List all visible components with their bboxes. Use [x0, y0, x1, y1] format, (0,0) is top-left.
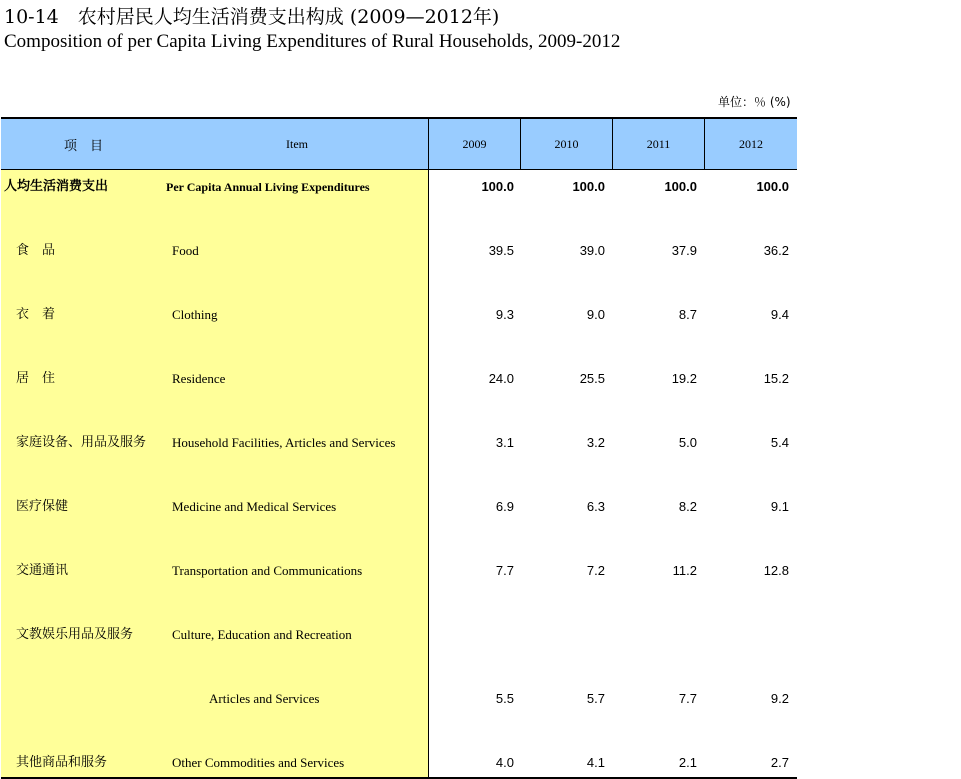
value-2010: 6.3 — [586, 499, 605, 514]
value-2011: 8.2 — [678, 499, 697, 514]
value-2012: 2.7 — [770, 755, 789, 770]
value-2010: 25.5 — [579, 371, 605, 386]
value-2012: 36.2 — [763, 243, 789, 258]
row-label-chinese: 交通通讯 — [16, 563, 69, 578]
row-label-chinese: 其他商品和服务 — [16, 755, 108, 770]
table-title-english: Composition of per Capita Living Expenditures of Rural Households, 2009-2012 — [4, 31, 621, 52]
value-2009: 7.7 — [495, 563, 514, 578]
row-label-chinese: 医疗保健 — [16, 499, 69, 514]
value-2011: 100.0 — [664, 179, 697, 194]
row-label-chinese: 家庭设备、用品及服务 — [16, 435, 147, 450]
row-label-english: Articles and Services — [209, 691, 320, 706]
value-2011: 19.2 — [671, 371, 697, 386]
header-year-2011: 2011 — [646, 136, 671, 151]
value-2012: 9.4 — [770, 307, 789, 322]
row-label-english: Per Capita Annual Living Expenditures — [166, 180, 370, 194]
row-label-chinese: 文教娱乐用品及服务 — [16, 627, 134, 642]
value-2012: 5.4 — [770, 435, 789, 450]
row-label-english: Other Commodities and Services — [172, 755, 345, 770]
row-label-english: Residence — [172, 371, 226, 386]
value-2009: 4.0 — [495, 755, 514, 770]
value-2012: 9.1 — [770, 499, 789, 514]
column-divider — [428, 170, 429, 778]
header-year-2009: 2009 — [462, 136, 487, 151]
value-2011: 7.7 — [678, 691, 697, 706]
row-label-english: Household Facilities, Articles and Services — [172, 435, 396, 450]
value-2009: 39.5 — [488, 243, 514, 258]
row-label-english: Culture, Education and Recreation — [172, 627, 352, 642]
header-item-english: Item — [286, 136, 308, 151]
value-2011: 8.7 — [678, 307, 697, 322]
value-2010: 7.2 — [586, 563, 605, 578]
row-label-chinese: 衣 着 — [16, 307, 56, 322]
value-2009: 6.9 — [495, 499, 514, 514]
value-2010: 9.0 — [586, 307, 605, 322]
header-year-2012: 2012 — [739, 136, 763, 151]
value-2010: 39.0 — [579, 243, 605, 258]
header-year-2010: 2010 — [554, 136, 579, 151]
unit-label: 单位：％ (%) — [718, 95, 791, 109]
value-2009: 100.0 — [481, 179, 514, 194]
value-2010: 4.1 — [586, 755, 605, 770]
value-2011: 2.1 — [678, 755, 697, 770]
row-label-chinese: 食 品 — [16, 243, 56, 258]
value-2010: 3.2 — [586, 435, 605, 450]
value-2009: 24.0 — [488, 371, 514, 386]
value-2012: 12.8 — [763, 563, 789, 578]
value-2011: 37.9 — [671, 243, 697, 258]
table-title-chinese: 10-14 农村居民人均生活消费支出构成 (2009—2012年) — [4, 6, 500, 28]
value-2009: 5.5 — [495, 691, 514, 706]
value-2012: 9.2 — [770, 691, 789, 706]
row-label-english: Food — [172, 243, 199, 258]
header-item-chinese: 项 目 — [63, 138, 103, 154]
row-label-chinese: 人均生活消费支出 — [4, 179, 109, 194]
table-header — [1, 117, 797, 170]
value-2010: 5.7 — [586, 691, 605, 706]
row-label-english: Medicine and Medical Services — [172, 499, 337, 514]
value-2011: 5.0 — [678, 435, 697, 450]
value-2011: 11.2 — [672, 563, 697, 578]
value-2009: 3.1 — [495, 435, 514, 450]
value-2009: 9.3 — [495, 307, 514, 322]
value-2010: 100.0 — [572, 179, 605, 194]
row-label-english: Transportation and Communications — [172, 563, 363, 578]
item-column-background — [1, 170, 429, 778]
row-label-chinese: 居 住 — [16, 371, 56, 386]
row-label-english: Clothing — [172, 307, 218, 322]
value-2012: 15.2 — [763, 371, 789, 386]
value-2012: 100.0 — [756, 179, 789, 194]
